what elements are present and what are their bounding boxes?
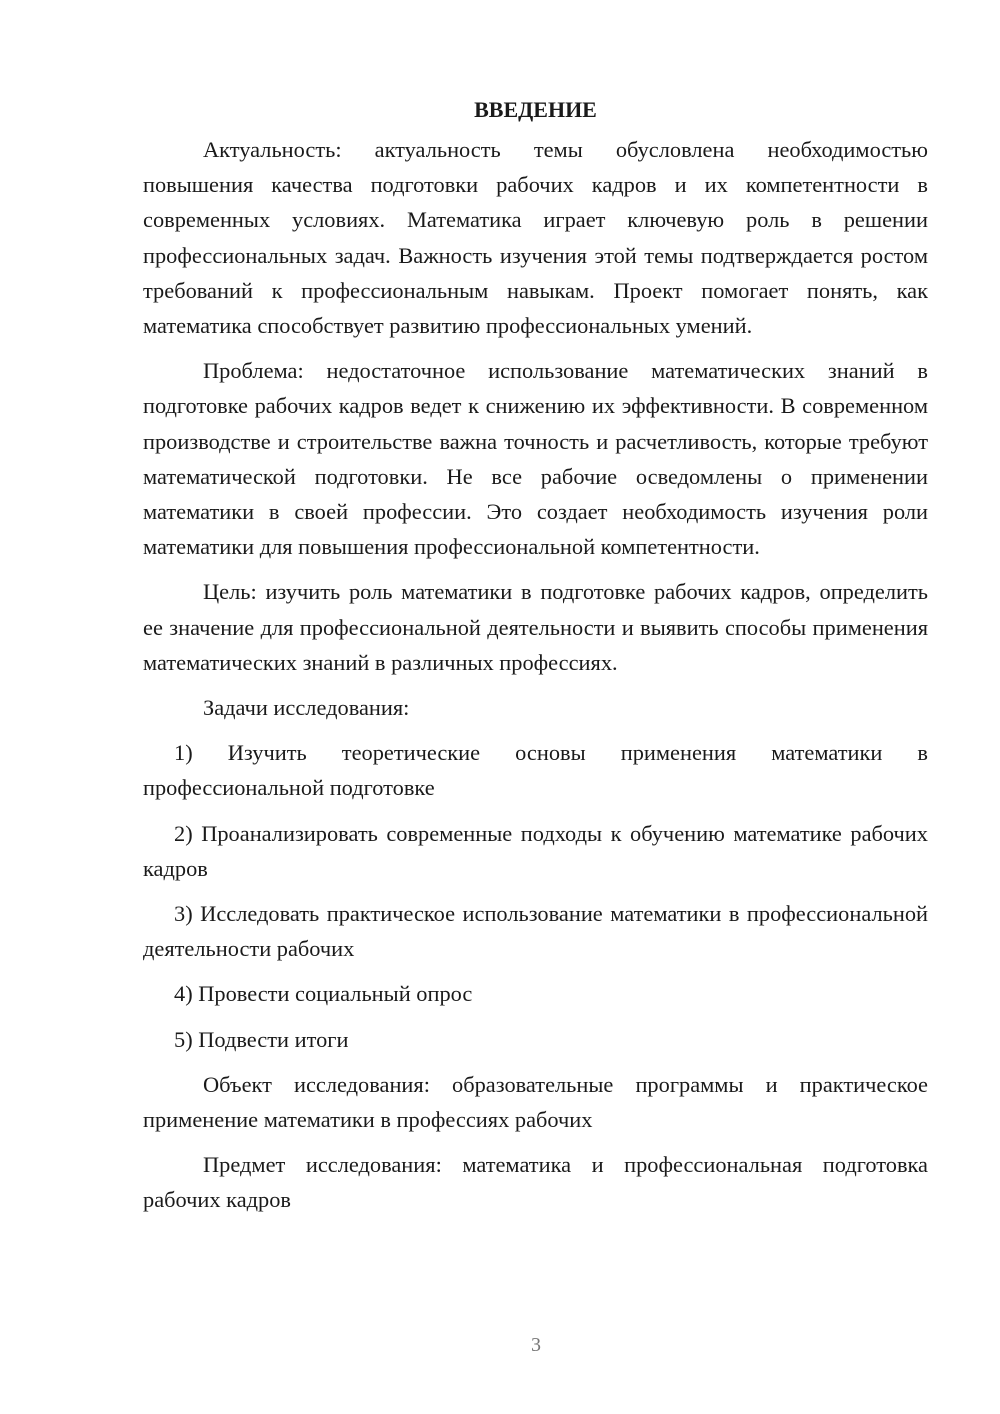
page-number: 3 <box>531 1334 541 1356</box>
list-item: 5) Подвести итоги <box>174 1026 349 1052</box>
list-item: 3) Исследовать практическое использование математики в профессиональной деятельности рабочих <box>143 901 928 962</box>
problem-paragraph: Проблема: недостаточное использование математических знаний в подготовке рабочих кадров ведет к снижению их эффективности. В современном производстве и строительстве важна точность и расчетливость, которые требуют математической подготовки. Не все рабочие осведомлены о применении математики в своей профессии. Это создает необходимость изучения роли математики для повышения профессиональной компетентности. <box>143 358 928 560</box>
document-body <box>143 92 928 1228</box>
list-item: 4) Провести социальный опрос <box>174 981 473 1007</box>
goal-paragraph: Цель: изучить роль математики в подготовке рабочих кадров, определить ее значение для профессиональной деятельности и выявить способы применения математических знаний в различных профессиях. <box>143 579 928 675</box>
tasks-intro: Задачи исследования: <box>203 695 410 721</box>
subject-paragraph: Предмет исследования: математика и профессиональная подготовка рабочих кадров <box>143 1152 928 1213</box>
list-item: 1) Изучить теоретические основы применения математики в профессиональной подготовке <box>143 740 928 801</box>
relevance-paragraph: Актуальность: актуальность темы обусловлена необходимостью повышения качества подготовки рабочих кадров и их компетентности в современных условиях. Математика играет ключевую роль в решении профессиональных задач. Важность изучения этой темы подтверждается ростом требований к профессиональным навыкам. Проект помогает понять, как математика способствует развитию профессиональных умений. <box>143 137 928 339</box>
tasks-list <box>143 735 928 1057</box>
object-paragraph: Объект исследования: образовательные программы и практическое применение математики в профессиях рабочих <box>143 1071 928 1133</box>
section-heading: ВВЕДЕНИЕ <box>474 97 597 122</box>
list-item: 2) Проанализировать современные подходы к обучению математике рабочих кадров <box>143 820 928 881</box>
